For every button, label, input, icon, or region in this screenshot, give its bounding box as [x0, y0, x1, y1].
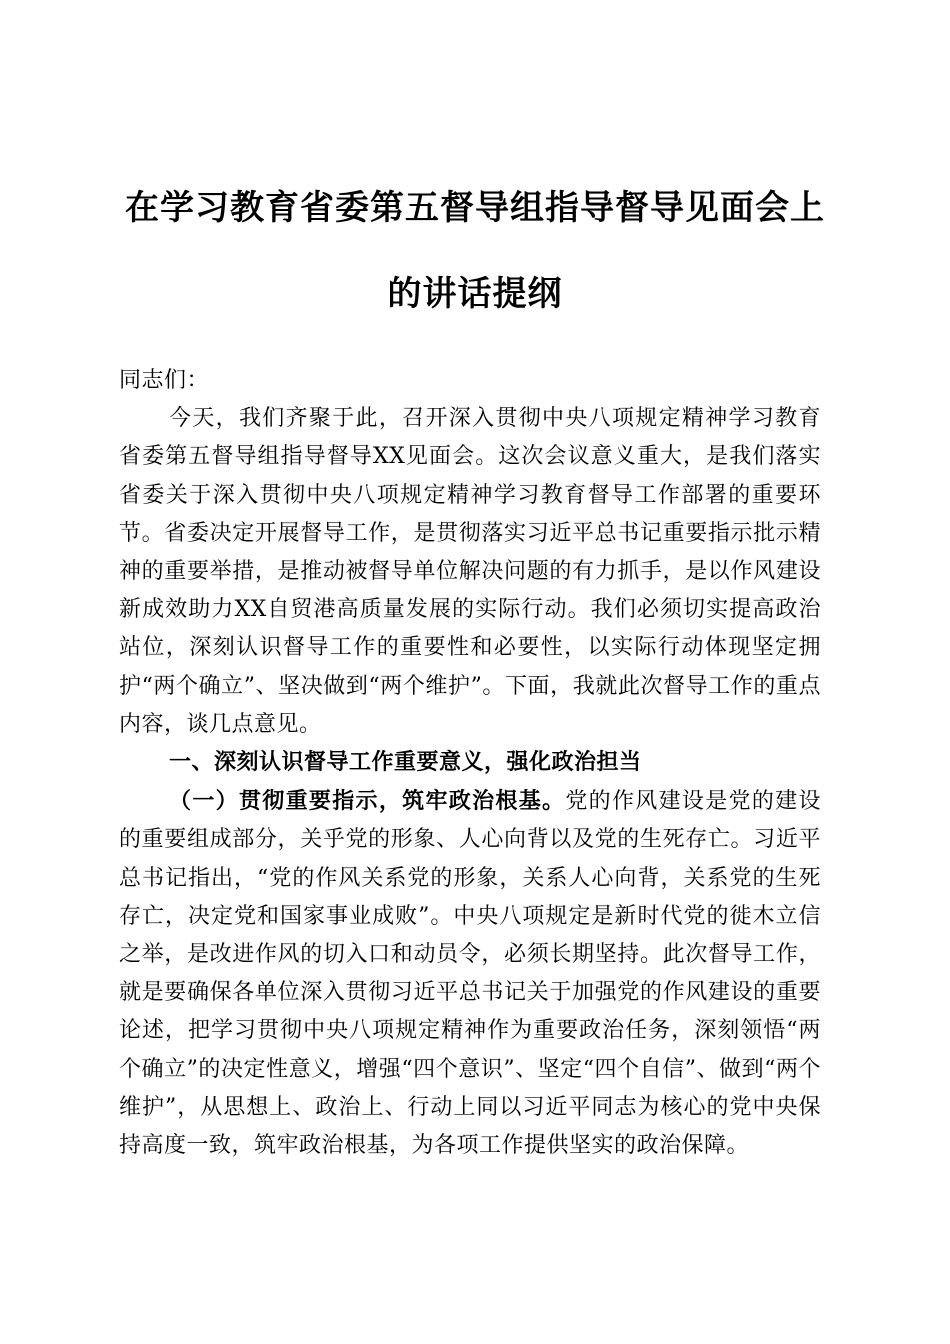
- opening-paragraph: 今天，我们齐聚于此，召开深入贯彻中央八项规定精神学习教育省委第五督导组指导督导XX见面会。这次会议意义重大，是我们落实省委关于深入贯彻中央八项规定精神学习教育督导工作部署的重要环节。省委决定开展督导工作，是贯彻落实习近平总书记重要指示批示精神的重要举措，是推动被督导单位解决问题的有力抓手，是以作风建设新成效助力XX自贸港高质量发展的实际行动。我们必须切实提高政治站位，深刻认识督导工作的重要性和必要性，以实际行动体现坚定拥护“两个确立”、坚决做到“两个维护”。下面，我就此次督导工作的重点内容，谈几点意见。: [119, 406, 821, 737]
- subsection-body-1: 党的作风建设是党的建设的重要组成部分，关乎党的形象、人心向背以及党的生死存亡。习近平总书记指出，“党的作风关系党的形象，关系人心向背，关系党的生死存亡，决定党和国家事业成败”。中央八项规定是新时代党的徙木立信之举，是改进作风的切入口和动员令，必须长期坚持。此次督导工作，就是要确保各单位深入贯彻习近平总书记关于加强党的作风建设的重要论述，把学习贯彻中央八项规定精神作为重要政治任务，深刻领悟“两个确立”的决定性意义，增强“四个意识”、坚定“四个自信”、做到“两个维护”，从思想上、政治上、行动上同以习近平同志为核心的党中央保持高度一致，筑牢政治根基，为各项工作提供坚实的政治保障。: [119, 789, 821, 1159]
- title-line-2: 的讲话提纲: [387, 274, 563, 314]
- section-heading-1: 一、深刻认识督导工作重要意义，强化政治担当: [169, 750, 642, 776]
- subsection-heading-1: （一）贯彻重要指示，筑牢政治根基。: [169, 788, 566, 815]
- document-title: [100, 165, 850, 337]
- subsection-paragraph-1: [119, 782, 821, 1165]
- salutation: 同志们：: [119, 368, 210, 393]
- document-body: [119, 362, 821, 1165]
- title-line-1: 在学习教育省委第五督导组指导督导见面会上: [125, 188, 825, 228]
